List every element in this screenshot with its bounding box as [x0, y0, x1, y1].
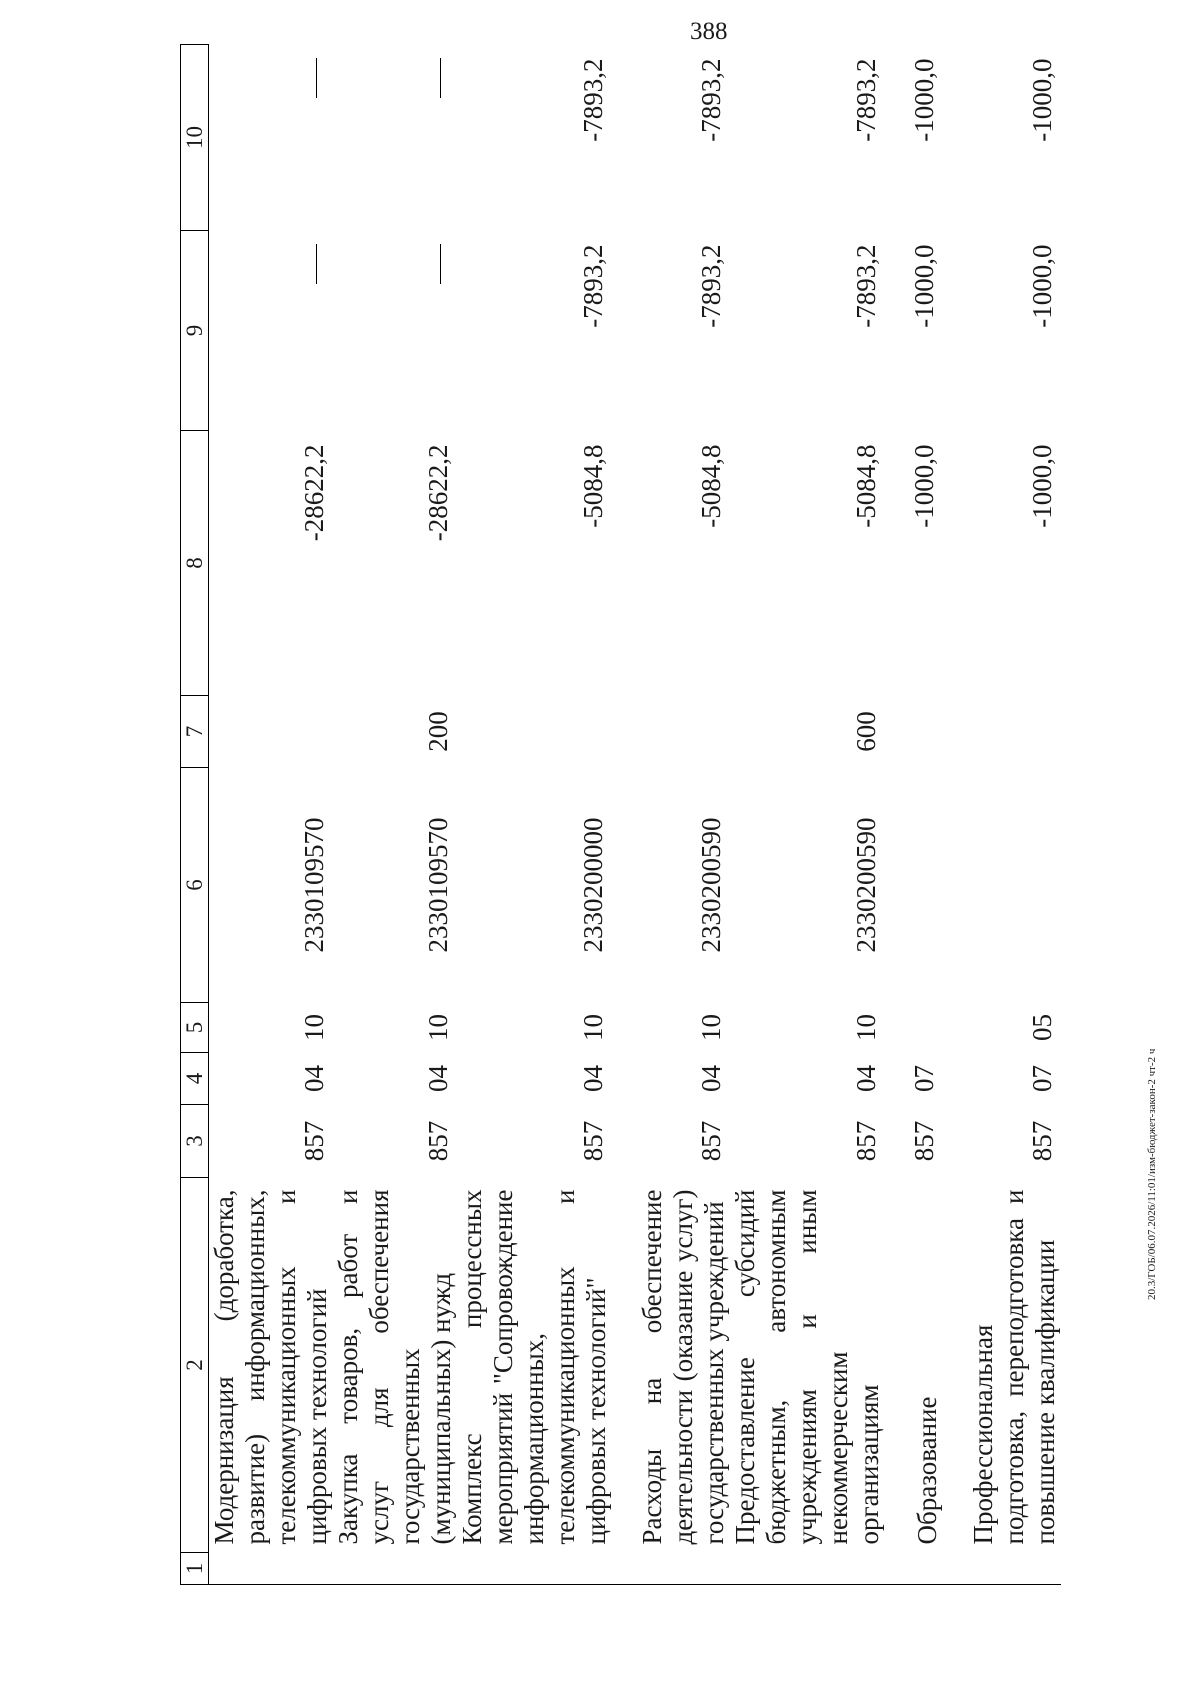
row-number-cell — [333, 1553, 457, 1585]
row-name: Расходы на обеспечение деятельности (оказание услуг) государственных учреждений — [637, 1189, 729, 1545]
table-row — [885, 45, 943, 1585]
dash-mark — [440, 245, 441, 285]
cell-col9 — [333, 231, 457, 431]
row-number-cell — [209, 1553, 334, 1585]
cell-col4: 07 — [1027, 1065, 1057, 1092]
cell-col7 — [943, 696, 1061, 768]
table-row — [612, 45, 730, 1585]
budget-table-frame — [180, 45, 1110, 1585]
row-number-cell — [457, 1553, 612, 1585]
document-footer: 20.3/ГОБ/06.07.2026/11:01/изм-бюджет-закон-2 чт-2 ч — [1146, 1048, 1158, 1300]
row-name: Образование — [912, 1396, 942, 1545]
cell-col3: 857 — [696, 1120, 726, 1162]
cell-col5 — [885, 1003, 943, 1053]
cell-col10: -7893,2 — [851, 58, 881, 142]
cell-col5: 10 — [423, 1014, 453, 1041]
column-header: 9 — [181, 231, 209, 431]
cell-col5: 10 — [578, 1014, 608, 1041]
row-name: Комплекс процессных мероприятий "Сопровождение информационных, телекоммуникационных и цифровых технологий" — [457, 1189, 611, 1545]
cell-col5: 10 — [696, 1014, 726, 1041]
cell-col3: 857 — [578, 1120, 608, 1162]
row-number-cell — [612, 1553, 730, 1585]
row-name: Профессиональная подготовка, переподготовка и повышение квалификации — [968, 1189, 1060, 1545]
table-row — [943, 45, 1061, 1585]
column-header: 7 — [181, 696, 209, 768]
cell-col8: -28622,2 — [299, 444, 329, 542]
cell-col6 — [885, 768, 943, 1003]
cell-col7: 600 — [851, 711, 881, 752]
cell-col6: 2330109570 — [423, 817, 453, 953]
cell-col4: 04 — [423, 1065, 453, 1092]
budget-table — [180, 44, 1061, 1585]
column-header: 6 — [181, 768, 209, 1003]
cell-col7: 200 — [423, 711, 453, 752]
dash-mark — [440, 59, 441, 99]
cell-col7 — [885, 696, 943, 768]
row-number-cell — [885, 1553, 943, 1585]
row-number-cell — [943, 1553, 1061, 1585]
cell-col5: 10 — [299, 1014, 329, 1041]
cell-col10: -7893,2 — [578, 58, 608, 142]
cell-col4: 04 — [299, 1065, 329, 1092]
table-row — [333, 45, 457, 1585]
column-header: 5 — [181, 1003, 209, 1053]
cell-col7 — [457, 696, 612, 768]
table-row — [730, 45, 885, 1585]
cell-col3: 857 — [299, 1120, 329, 1162]
table-row — [209, 45, 334, 1585]
row-name: Закупка товаров, работ и услуг для обеспечения государственных (муниципальных) нужд — [333, 1189, 456, 1545]
cell-col8: -5084,8 — [696, 444, 726, 528]
cell-col10 — [333, 45, 457, 231]
cell-col10: -7893,2 — [696, 58, 726, 142]
cell-col8: -5084,8 — [851, 444, 881, 528]
cell-col4: 04 — [851, 1065, 881, 1092]
cell-col3: 857 — [851, 1120, 881, 1162]
cell-col10: -1000,0 — [909, 58, 939, 142]
cell-col9: -1000,0 — [909, 244, 939, 328]
dash-mark — [316, 59, 317, 99]
row-name: Модернизация (доработка, развитие) информационных, телекоммуникационных и цифровых технологий — [209, 1189, 332, 1545]
cell-col3: 857 — [909, 1120, 939, 1162]
cell-col6: 2330109570 — [299, 817, 329, 953]
cell-col3: 857 — [423, 1120, 453, 1162]
column-header: 8 — [181, 431, 209, 696]
cell-col10 — [209, 45, 334, 231]
column-header: 10 — [181, 45, 209, 231]
cell-col7 — [612, 696, 730, 768]
row-name: Предоставление субсидий бюджетным, автономным учреждениям и иным некоммерческим организациям — [730, 1189, 884, 1545]
cell-col4: 04 — [578, 1065, 608, 1092]
cell-col5: 05 — [1027, 1014, 1057, 1041]
cell-col10: -1000,0 — [1027, 58, 1057, 142]
column-header: 1 — [181, 1553, 209, 1585]
cell-col7 — [209, 696, 334, 768]
page-number: 388 — [690, 18, 728, 45]
cell-col8: -1000,0 — [909, 444, 939, 528]
cell-col9: -7893,2 — [851, 244, 881, 328]
table-row — [457, 45, 612, 1585]
cell-col8: -1000,0 — [1027, 444, 1057, 528]
cell-col6: 2330200000 — [578, 817, 608, 953]
cell-col4: 04 — [696, 1065, 726, 1092]
cell-col9: -7893,2 — [696, 244, 726, 328]
cell-col8: -28622,2 — [423, 444, 453, 542]
cell-col9: -7893,2 — [578, 244, 608, 328]
cell-col6: 2330200590 — [696, 817, 726, 953]
row-number-cell — [730, 1553, 885, 1585]
column-header: 3 — [181, 1105, 209, 1178]
column-header: 4 — [181, 1053, 209, 1105]
column-header-row — [181, 45, 209, 1585]
cell-col8: -5084,8 — [578, 444, 608, 528]
cell-col6 — [943, 768, 1061, 1003]
column-header: 2 — [181, 1178, 209, 1553]
cell-col6: 2330200590 — [851, 817, 881, 953]
cell-col9: -1000,0 — [1027, 244, 1057, 328]
dash-mark — [316, 245, 317, 285]
cell-col4: 07 — [909, 1065, 939, 1092]
cell-col9 — [209, 231, 334, 431]
cell-col3: 857 — [1027, 1120, 1057, 1162]
cell-col5: 10 — [851, 1014, 881, 1041]
